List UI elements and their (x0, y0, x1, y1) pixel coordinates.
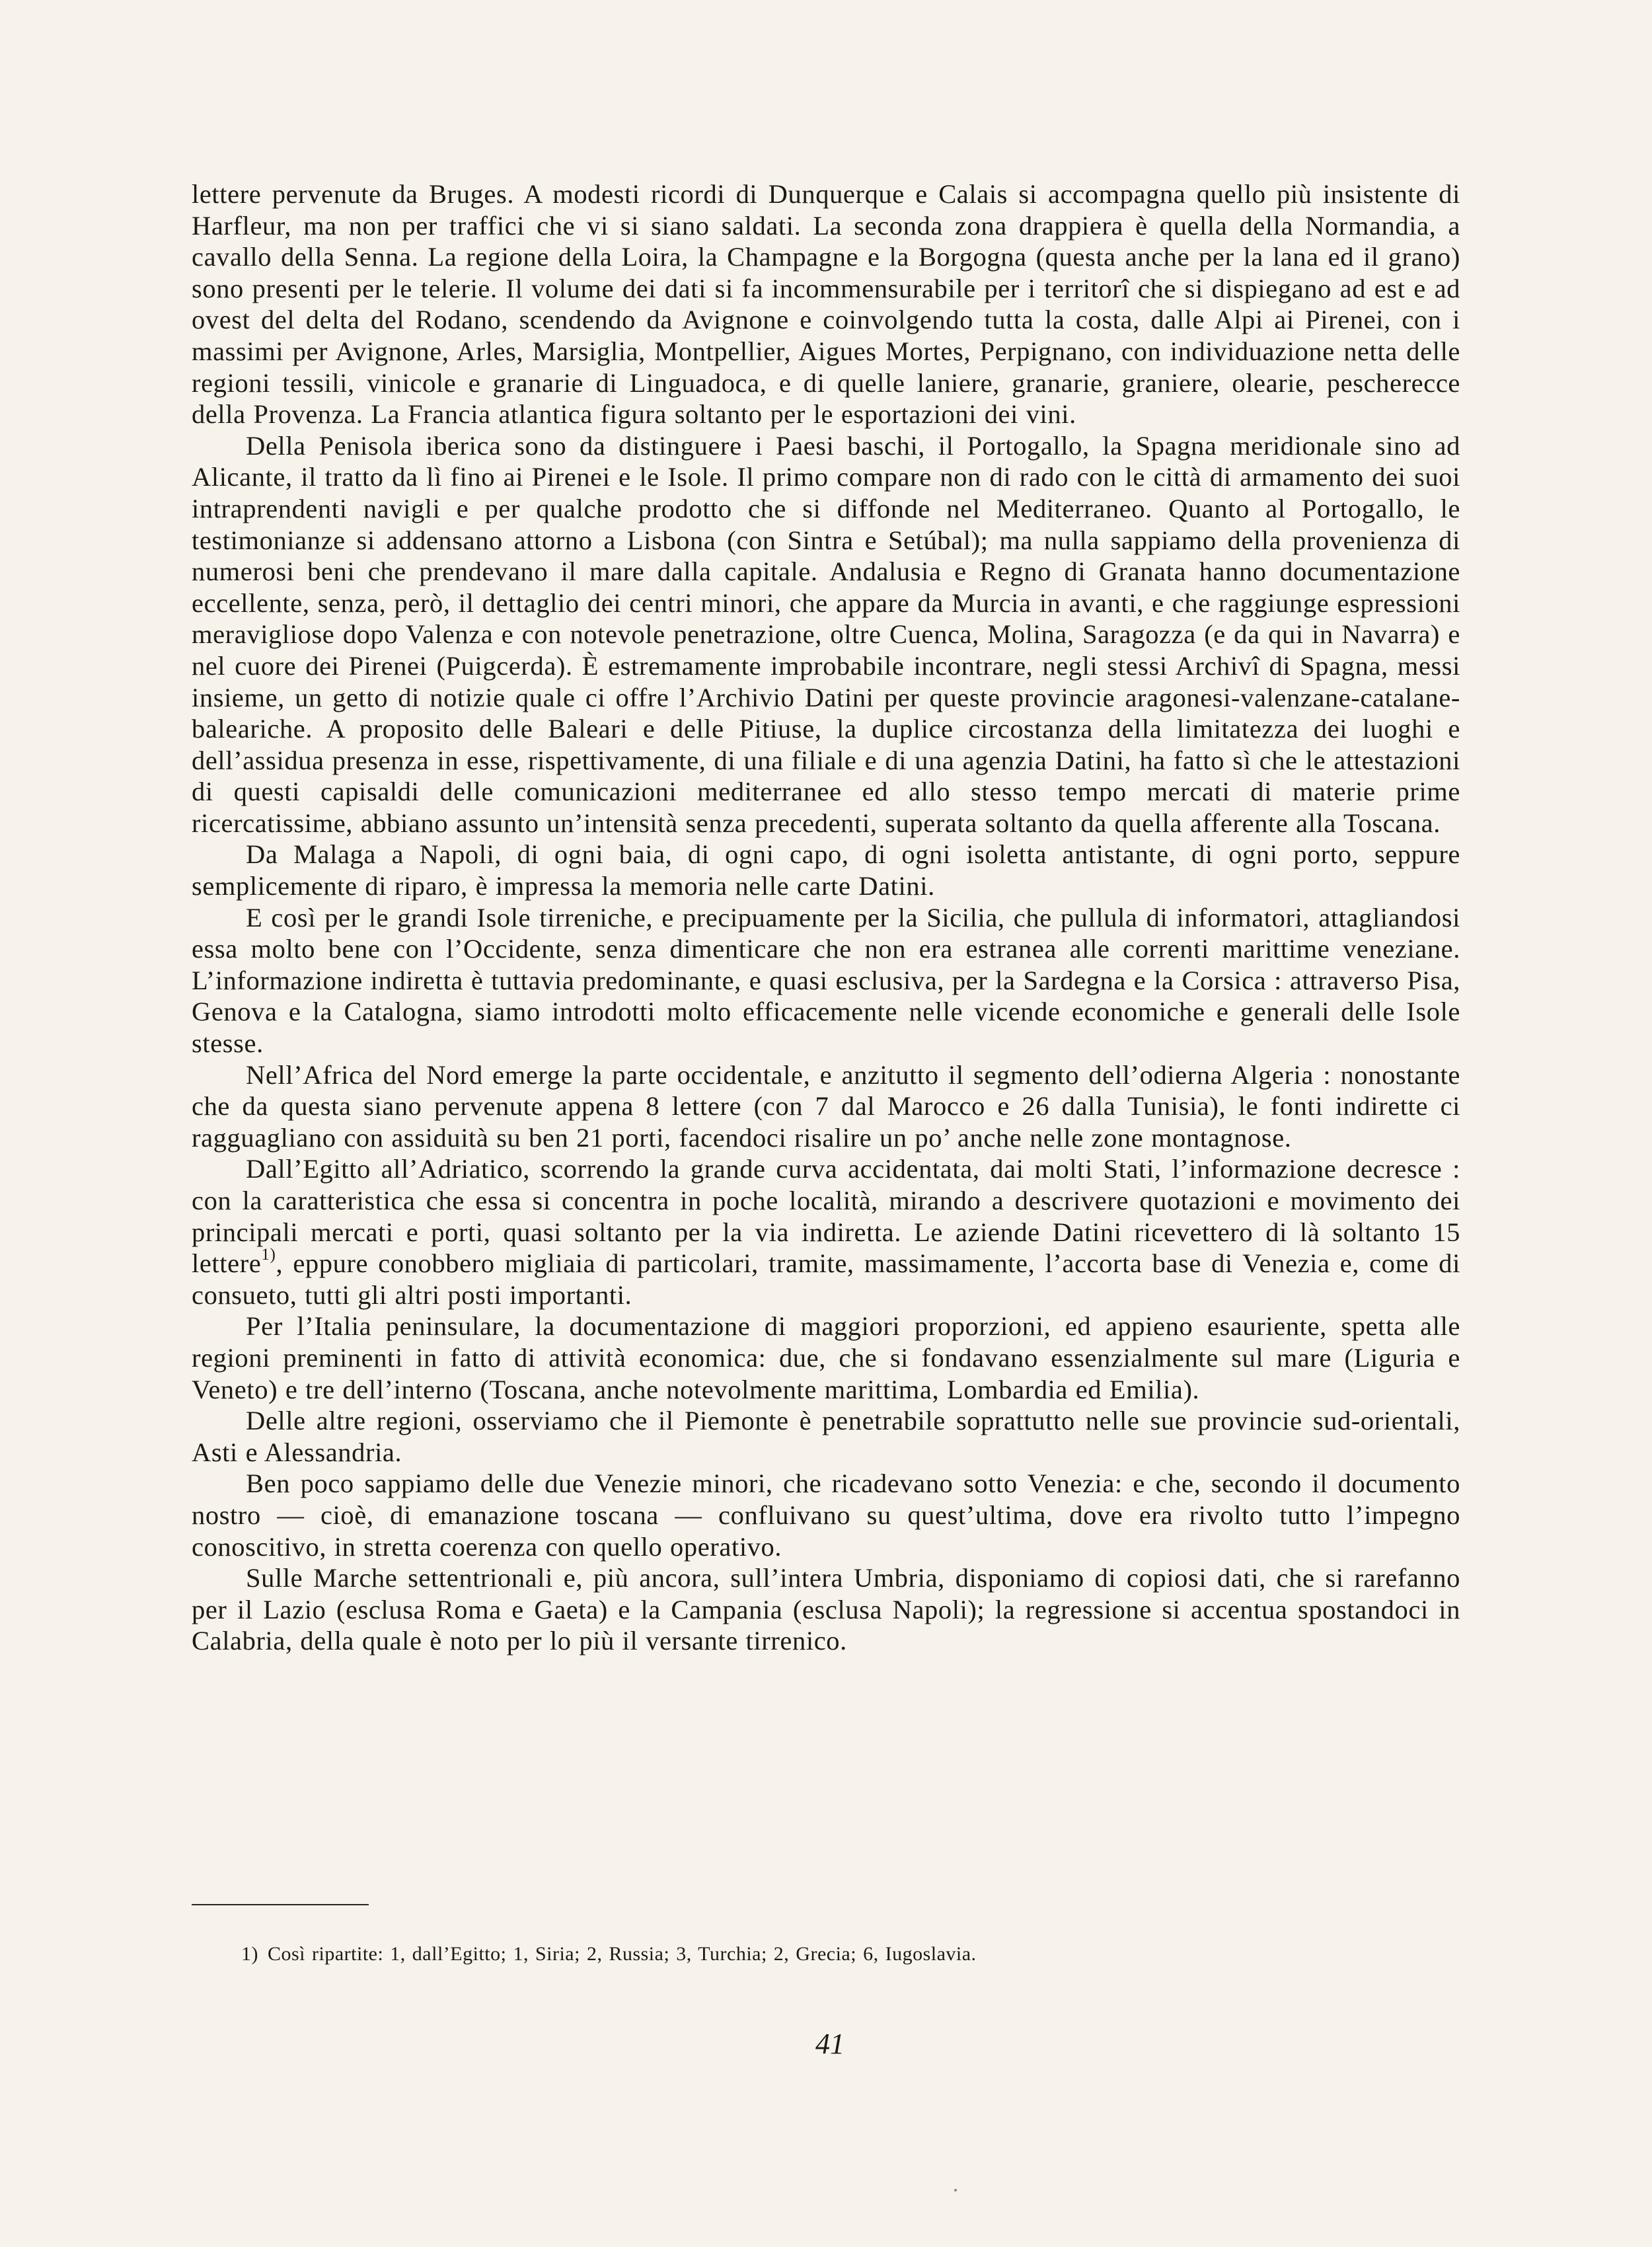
paragraph-marche-umbria: Sulle Marche settentrionali e, più ancora, sull’intera Umbria, disponiamo di copiosi dati, che si rarefanno per il Lazio (esclusa Roma e Gaeta) e la Campania (esclusa Napoli); la regressione si accentua spostandoci in Calabria, della quale è noto per lo più il versante tirrenico. (192, 1563, 1460, 1656)
paragraph-egitto-adriatico (192, 1153, 1460, 1311)
body-text (192, 178, 1460, 1657)
footnote-reference: 1) (261, 1246, 276, 1264)
paragraph-venezie: Ben poco sappiamo delle due Venezie minori, che ricadevano sotto Venezia: e che, secondo il documento nostro — cioè, di emanazione toscana — confluivano su quest’ultima, dove era rivolto tutto l’impegno conoscitivo, in stretta coerenza con quello operativo. (192, 1468, 1460, 1562)
page-number: 41 (815, 2028, 845, 2060)
footnote (241, 1942, 1431, 1967)
paragraph-egitto-text-after: , eppure conobbero migliaia di particolari, tramite, massimamente, l’accorta base di Venezia e, come di consueto, tutti gli altri posti importanti. (192, 1248, 1460, 1310)
paragraph-africa-nord: Nell’Africa del Nord emerge la parte occidentale, e anzitutto il segmento dell’odierna Algeria : nonostante che da questa siano pervenute appena 8 lettere (con 7 dal Marocco e 26 dalla Tunisia), le fonti indirette ci ragguagliano con assiduità su ben 21 porti, facendoci risalire un po’ anche nelle zone montagnose. (192, 1059, 1460, 1153)
footnote-divider (192, 1904, 369, 1905)
paragraph-iberia: Della Penisola iberica sono da distinguere i Paesi baschi, il Portogallo, la Spagna meridionale sino ad Alicante, il tratto da lì fino ai Pirenei e le Isole. Il primo compare non di rado con le città di armamento dei suoi intraprendenti navigli e per qualche prodotto che si diffonde nel Mediterraneo. Quanto al Portogallo, le testimonianze si addensano attorno a Lisbona (con Sintra e Setúbal); ma nulla sappiamo della provenienza di numerosi beni che prendevano il mare dalla capitale. Andalusia e Regno di Granata hanno documentazione eccellente, senza, però, il dettaglio dei centri minori, che appare da Murcia in avanti, e che raggiunge espressioni meravigliose dopo Valenza e con notevole penetrazione, oltre Cuenca, Molina, Saragozza (e da qui in Navarra) e nel cuore dei Pirenei (Puigcerda). È estremamente improbabile incontrare, negli stessi Archivî di Spagna, messi insieme, un getto di notizie quale ci offre l’Archivio Datini per queste provincie aragonesi-valenzane-catalane-baleariche. A proposito delle Baleari e delle Pitiuse, la duplice circostanza della limitatezza dei luoghi e dell’assidua presenza in esse, rispettivamente, di una filiale e di una agenzia Datini, ha fatto sì che le attestazioni di questi capisaldi delle comunicazioni mediterranee ed allo stesso tempo mercati di materie prime ricercatissime, abbiano assunto un’intensità senza precedenti, superata soltanto da quella afferente alla Toscana. (192, 430, 1460, 838)
paper-speck (954, 2189, 957, 2191)
paragraph-france: lettere pervenute da Bruges. A modesti ricordi di Dunquerque e Calais si accompagna quello più insistente di Harfleur, ma non per traffici che vi si siano saldati. La seconda zona drappiera è quella della Normandia, a cavallo della Senna. La regione della Loira, la Champagne e la Borgogna (questa anche per la lana ed il grano) sono presenti per le telerie. Il volume dei dati si fa incommensurabile per i territorî che si dispiegano ad est e ad ovest del delta del Rodano, scendendo da Avignone e coinvolgendo tutta la costa, dalle Alpi ai Pirenei, con i massimi per Avignone, Arles, Marsiglia, Montpellier, Aigues Mortes, Perpignano, con individuazione netta delle regioni tessili, vinicole e granarie di Linguadoca, e di quelle laniere, granarie, graniere, olearie, pescherecce della Provenza. La Francia atlantica figura soltanto per le esportazioni dei vini. (192, 179, 1460, 430)
paragraph-piemonte: Delle altre regioni, osserviamo che il Piemonte è penetrabile soprattutto nelle sue provincie sud-orientali, Asti e Alessandria. (192, 1406, 1460, 1467)
paragraph-malaga-napoli: Da Malaga a Napoli, di ogni baia, di ogni capo, di ogni isoletta antistante, di ogni porto, seppure semplicemente di riparo, è impressa la memoria nelle carte Datini. (192, 839, 1460, 901)
paragraph-italia-peninsulare: Per l’Italia peninsulare, la documentazione di maggiori proporzioni, ed appieno esauriente, spetta alle regioni preminenti in fatto di attività economica: due, che si fondavano essenzialmente sul mare (Liguria e Veneto) e tre dell’interno (Toscana, anche notevolmente marittima, Lombardia ed Emilia). (192, 1311, 1460, 1404)
footnote-marker: 1) (241, 1943, 258, 1965)
paragraph-isole-tirreniche: E così per le grandi Isole tirreniche, e precipuamente per la Sicilia, che pullula di informatori, attagliandosi essa molto bene con l’Occidente, senza dimenticare che non era estranea alle correnti marittime veneziane. L’informazione indiretta è tuttavia predominante, e quasi esclusiva, per la Sardegna e la Corsica : attraverso Pisa, Genova e la Catalogna, siamo introdotti molto efficacemente nelle vicende economiche e generali delle Isole stesse. (192, 902, 1460, 1059)
footnote-text: Così ripartite: 1, dall’Egitto; 1, Siria; 2, Russia; 3, Turchia; 2, Grecia; 6, Iugoslavia. (268, 1943, 977, 1965)
paragraph-egitto-text-before: Dall’Egitto all’Adriatico, scorrendo la grande curva accidentata, dai molti Stati, l’informazione decresce : con la caratteristica che essa si concentra in poche località, mirando a descrivere quotazioni e movimento dei principali mercati e porti, quasi soltanto per la via indiretta. Le aziende Datini ricevettero di là soltanto 15 lettere (192, 1154, 1460, 1279)
